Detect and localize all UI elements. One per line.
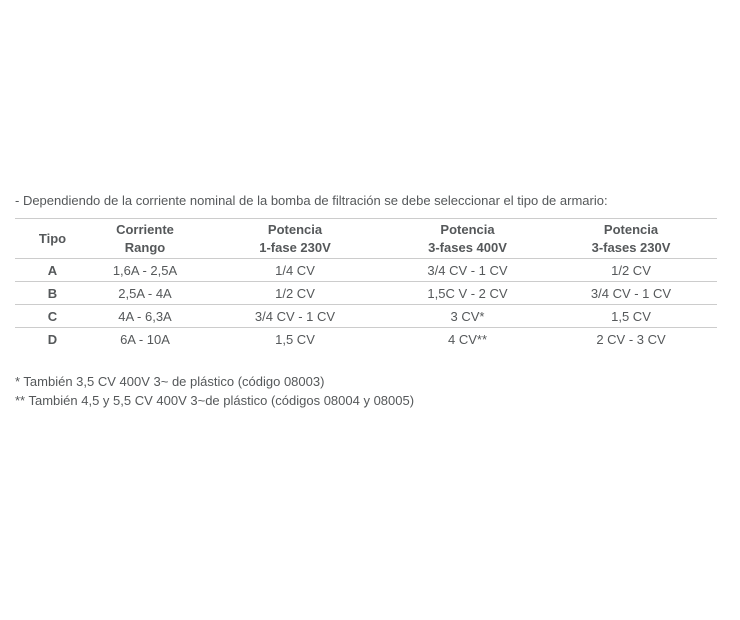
cell-potencia-1fase: 1,5 CV: [275, 331, 315, 347]
cell-tipo: D: [47, 331, 58, 347]
cell-potencia-3fases-230: 3/4 CV - 1 CV: [545, 282, 717, 305]
header-p1-line1: Potencia: [267, 221, 323, 237]
header-p3-line2: 3-fases 230V: [591, 239, 671, 255]
header-potencia-3fases-230v: [545, 219, 717, 259]
table-row: [15, 282, 717, 305]
table-row: [15, 328, 717, 351]
footnote-single-asterisk: * También 3,5 CV 400V 3~ de plástico (código 08003): [15, 374, 325, 389]
header-potencia-3fases-400v: [390, 219, 545, 259]
cell-rango: 2,5A - 4A: [90, 282, 200, 305]
cell-potencia-1fase: 3/4 CV - 1 CV: [200, 305, 390, 328]
cell-rango: 1,6A - 2,5A: [90, 259, 200, 282]
header-tipo: [15, 219, 90, 259]
cell-rango: 4A - 6,3A: [90, 305, 200, 328]
footnotes: [15, 372, 414, 410]
header-tipo-label: Tipo: [38, 230, 67, 246]
cell-potencia-3fases-400: 1,5C V - 2 CV: [390, 282, 545, 305]
header-p2-line1: Potencia: [440, 221, 495, 237]
cell-potencia-3fases-400: 3 CV*: [390, 305, 545, 328]
header-p3-line1: Potencia: [603, 221, 659, 237]
header-rango-line2: Rango: [124, 239, 166, 255]
header-corriente-rango: [90, 219, 200, 259]
cell-potencia-1fase: 1/4 CV: [200, 259, 390, 282]
cell-potencia-3fases-230: 1/2 CV: [545, 259, 717, 282]
intro-text: - Dependiendo de la corriente nominal de la bomba de filtración se debe seleccionar el tipo de armario:: [15, 193, 608, 208]
cell-potencia-3fases-230: 2 CV - 3 CV: [596, 331, 666, 347]
table-header: [15, 219, 717, 259]
header-potencia-1fase-230v: [200, 219, 390, 259]
cell-tipo: B: [15, 282, 90, 305]
armario-selection-table: [15, 218, 717, 350]
footnote-double-asterisk: ** También 4,5 y 5,5 CV 400V 3~de plástico (códigos 08004 y 08005): [15, 393, 415, 408]
cell-rango: 6A - 10A: [120, 331, 170, 347]
header-row: [15, 219, 717, 259]
header-p1-line2: 1-fase 230V: [259, 239, 331, 255]
header-p2-line2: 3-fases 400V: [428, 239, 507, 255]
table-row: [15, 259, 717, 282]
cell-tipo: A: [15, 259, 90, 282]
cell-potencia-1fase: 1/2 CV: [200, 282, 390, 305]
cell-potencia-3fases-400: 4 CV**: [447, 331, 488, 347]
cell-potencia-3fases-230: 1,5 CV: [545, 305, 717, 328]
table-body: [15, 259, 717, 351]
header-rango-line1: Corriente: [116, 221, 174, 237]
cell-potencia-3fases-400: 3/4 CV - 1 CV: [390, 259, 545, 282]
table-row: [15, 305, 717, 328]
cell-tipo: C: [15, 305, 90, 328]
